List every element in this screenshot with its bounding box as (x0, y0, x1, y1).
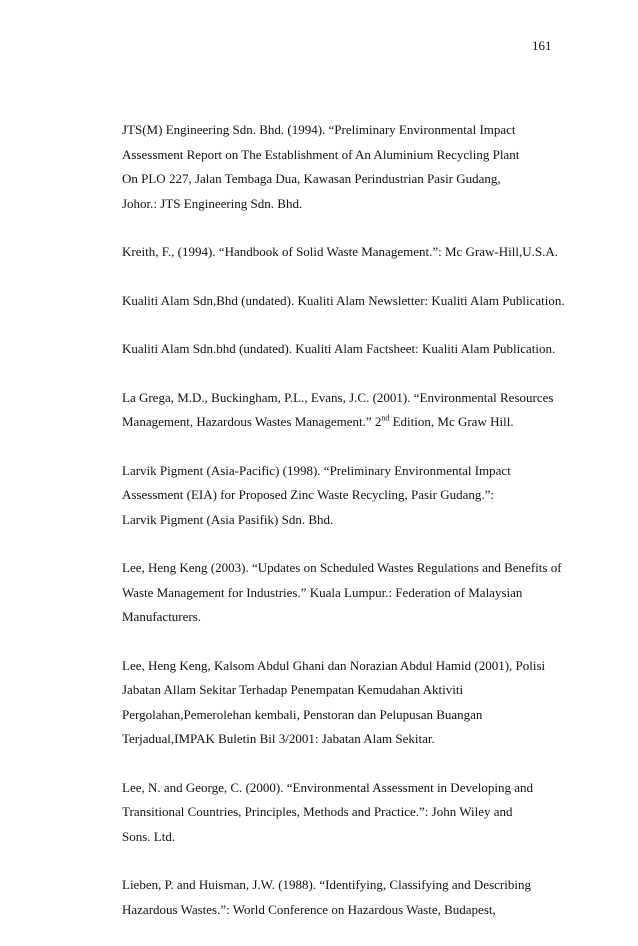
reference-line: Sons. Ltd. (122, 828, 176, 844)
reference-entry (122, 240, 572, 265)
reference-entry (122, 556, 572, 630)
reference-line: Johor.: JTS Engineering Sdn. Bhd. (122, 195, 303, 211)
reference-line: Lee, Heng Keng (2003). “Updates on Scheduled Wastes Regulations and Benefits of (122, 560, 562, 575)
reference-entry (122, 776, 572, 850)
reference-line: Waste Management for Industries.” Kuala Lumpur.: Federation of Malaysian (122, 584, 523, 600)
reference-line: Kualiti Alam Sdn,Bhd (undated). Kualiti Alam Newsletter: Kualiti Alam Publication. (122, 292, 565, 308)
reference-line: Assessment Report on The Establishment of An Aluminium Recycling Plant (122, 146, 520, 162)
reference-entry (122, 118, 572, 216)
reference-line: Terjadual,IMPAK Buletin Bil 3/2001: Jabatan Alam Sekitar. (122, 731, 435, 746)
reference-line: Lee, Heng Keng, Kalsom Abdul Ghani dan Norazian Abdul Hamid (2001), Polisi (122, 657, 546, 673)
reference-line: Pergolahan,Pemerolehan kembali, Penstoran dan Pelupusan Buangan (122, 706, 483, 722)
reference-line: Lieben, P. and Huisman, J.W. (1988). “Identifying, Classifying and Describing (122, 877, 531, 892)
reference-line: Kreith, F., (1994). “Handbook of Solid Waste Management.”: Mc Graw-Hill,U.S.A. (122, 244, 558, 259)
reference-line: Larvik Pigment (Asia-Pacific) (1998). “Preliminary Environmental Impact (122, 462, 511, 478)
reference-entry (122, 459, 572, 533)
reference-line: Larvik Pigment (Asia Pasifik) Sdn. Bhd. (122, 511, 334, 527)
reference-entry (122, 337, 572, 362)
reference-line: Lee, N. and George, C. (2000). “Environmental Assessment in Developing and (122, 779, 533, 795)
reference-line: La Grega, M.D., Buckingham, P.L., Evans, J.C. (2001). “Environmental Resources (122, 389, 554, 405)
reference-text: Edition, Mc Graw Hill. (389, 414, 514, 429)
reference-line: Kualiti Alam Sdn.bhd (undated). Kualiti Alam Factsheet: Kualiti Alam Publication. (122, 341, 556, 356)
reference-line: Assessment (EIA) for Proposed Zinc Waste Recycling, Pasir Gudang.”: (122, 487, 495, 502)
reference-line: Jabatan Allam Sekitar Terhadap Penempatan Kemudahan Aktiviti (122, 682, 464, 697)
reference-entry (122, 654, 572, 752)
reference-entry (122, 289, 572, 314)
superscript-ordinal: nd (381, 413, 390, 423)
reference-line (122, 410, 572, 435)
page-number: 161 (532, 38, 552, 53)
reference-line: On PLO 227, Jalan Tembaga Dua, Kawasan Perindustrian Pasir Gudang, (122, 171, 501, 186)
reference-list (122, 118, 572, 946)
reference-line: Transitional Countries, Principles, Methods and Practice.”: John Wiley and (122, 804, 513, 819)
reference-line: JTS(M) Engineering Sdn. Bhd. (1994). “Preliminary Environmental Impact (122, 122, 516, 137)
reference-entry (122, 386, 572, 435)
reference-line: Hazardous Wastes.”: World Conference on Hazardous Waste, Budapest, (122, 901, 496, 917)
reference-text: Management, Hazardous Wastes Management.” 2 (122, 414, 382, 429)
reference-entry (122, 873, 572, 922)
reference-line: Manufacturers. (122, 609, 202, 624)
